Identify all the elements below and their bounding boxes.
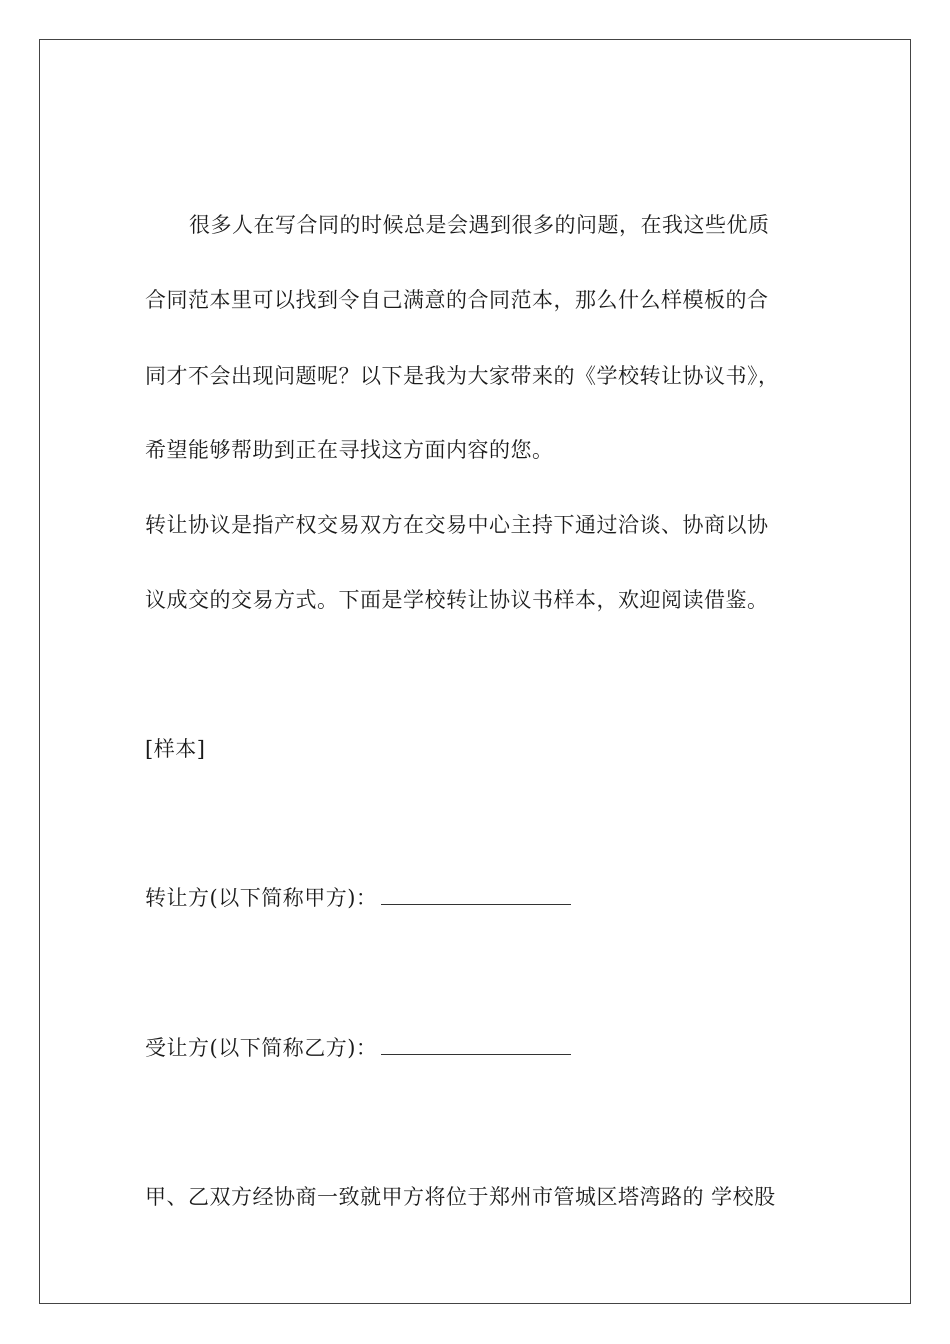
transferee-blank-line [381, 1036, 571, 1055]
transferee-label: 受让方(以下简称乙方)： [145, 1036, 378, 1060]
intro-line-4: 希望能够帮助到正在寻找这方面内容的您。 [145, 438, 554, 462]
transferee-field [145, 1034, 571, 1062]
intro-line-1: 很多人在写合同的时候总是会遇到很多的问题，在我这些优质 [189, 213, 770, 237]
definition-line-1: 转让协议是指产权交易双方在交易中心主持下通过洽谈、协商以协 [145, 513, 769, 537]
transferor-blank-line [381, 886, 571, 905]
intro-line-2: 合同范本里可以找到令自己满意的合同范本，那么什么样模板的合 [145, 288, 769, 312]
intro-line-3: 同才不会出现问题呢？以下是我为大家带来的《学校转让协议书》， [145, 364, 780, 388]
definition-line-2: 议成交的交易方式。下面是学校转让协议书样本，欢迎阅读借鉴。 [145, 588, 769, 612]
transferor-label: 转让方(以下简称甲方)： [145, 886, 378, 910]
sample-label: [样本] [145, 737, 206, 761]
transferor-field [145, 884, 571, 912]
body-line: 甲、乙双方经协商一致就甲方将位于郑州市管城区塔湾路的 学校股 [145, 1185, 776, 1209]
